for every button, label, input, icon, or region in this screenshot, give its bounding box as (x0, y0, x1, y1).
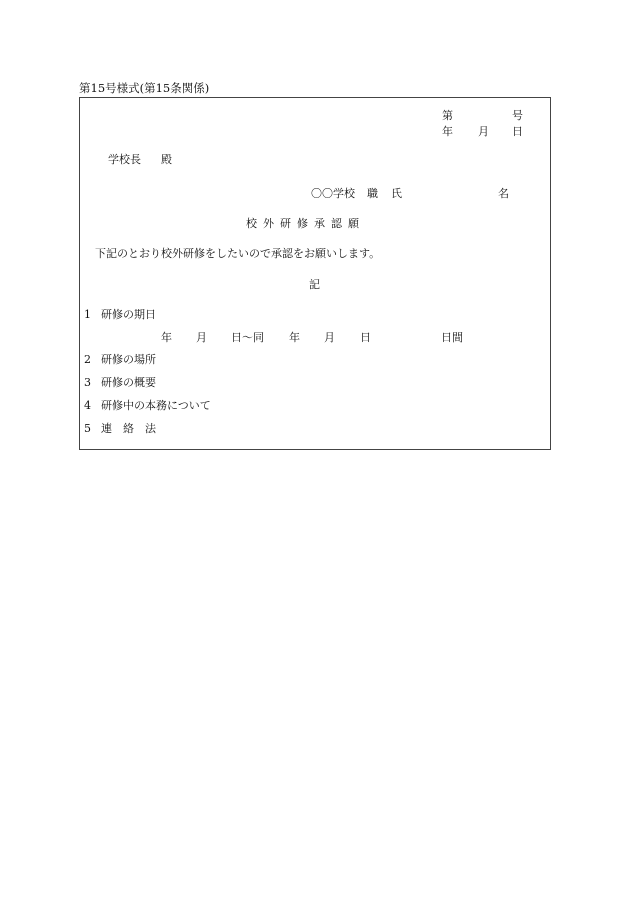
period-year-1: 年 (161, 331, 172, 344)
period-day-2: 日 (360, 331, 371, 344)
item-label-1: 研修の期日 (101, 308, 156, 321)
addressee-honorific: 殿 (161, 153, 172, 166)
applicant-shi: 氏 (391, 187, 402, 200)
period-month-1: 月 (196, 331, 207, 344)
form-frame (79, 97, 551, 450)
applicant-mei: 名 (498, 187, 509, 200)
item-number-4: 4 (84, 399, 91, 412)
date-year-label: 年 (442, 125, 453, 138)
document-title: 校外研修承認願 (246, 217, 365, 230)
addressee-name: 学校長 (108, 153, 141, 166)
item-number-3: 3 (84, 376, 91, 389)
form-number: 第15号様式(第15条関係) (79, 81, 210, 95)
item-label-3: 研修の概要 (101, 376, 156, 389)
item-number-5: 5 (84, 422, 91, 435)
item-number-2: 2 (84, 353, 91, 366)
body-text: 下記のとおり校外研修をしたいので承認をお願いします。 (95, 247, 381, 260)
applicant-school: 〇〇学校 (311, 187, 355, 200)
item-number-1: 1 (84, 308, 91, 321)
date-month-label: 月 (478, 125, 489, 138)
doc-number-go: 号 (512, 109, 523, 122)
applicant-shoku: 職 (367, 187, 378, 200)
doc-number-dai: 第 (442, 109, 453, 122)
period-year-2: 年 (289, 331, 300, 344)
period-day-to: 日〜同 (231, 331, 264, 344)
date-day-label: 日 (512, 125, 523, 138)
item-label-2: 研修の場所 (101, 353, 156, 366)
period-month-2: 月 (324, 331, 335, 344)
item-label-4: 研修中の本務について (101, 399, 211, 412)
item-label-5: 連 絡 法 (101, 422, 156, 435)
period-days: 日間 (441, 331, 463, 344)
ki-label: 記 (309, 278, 320, 291)
